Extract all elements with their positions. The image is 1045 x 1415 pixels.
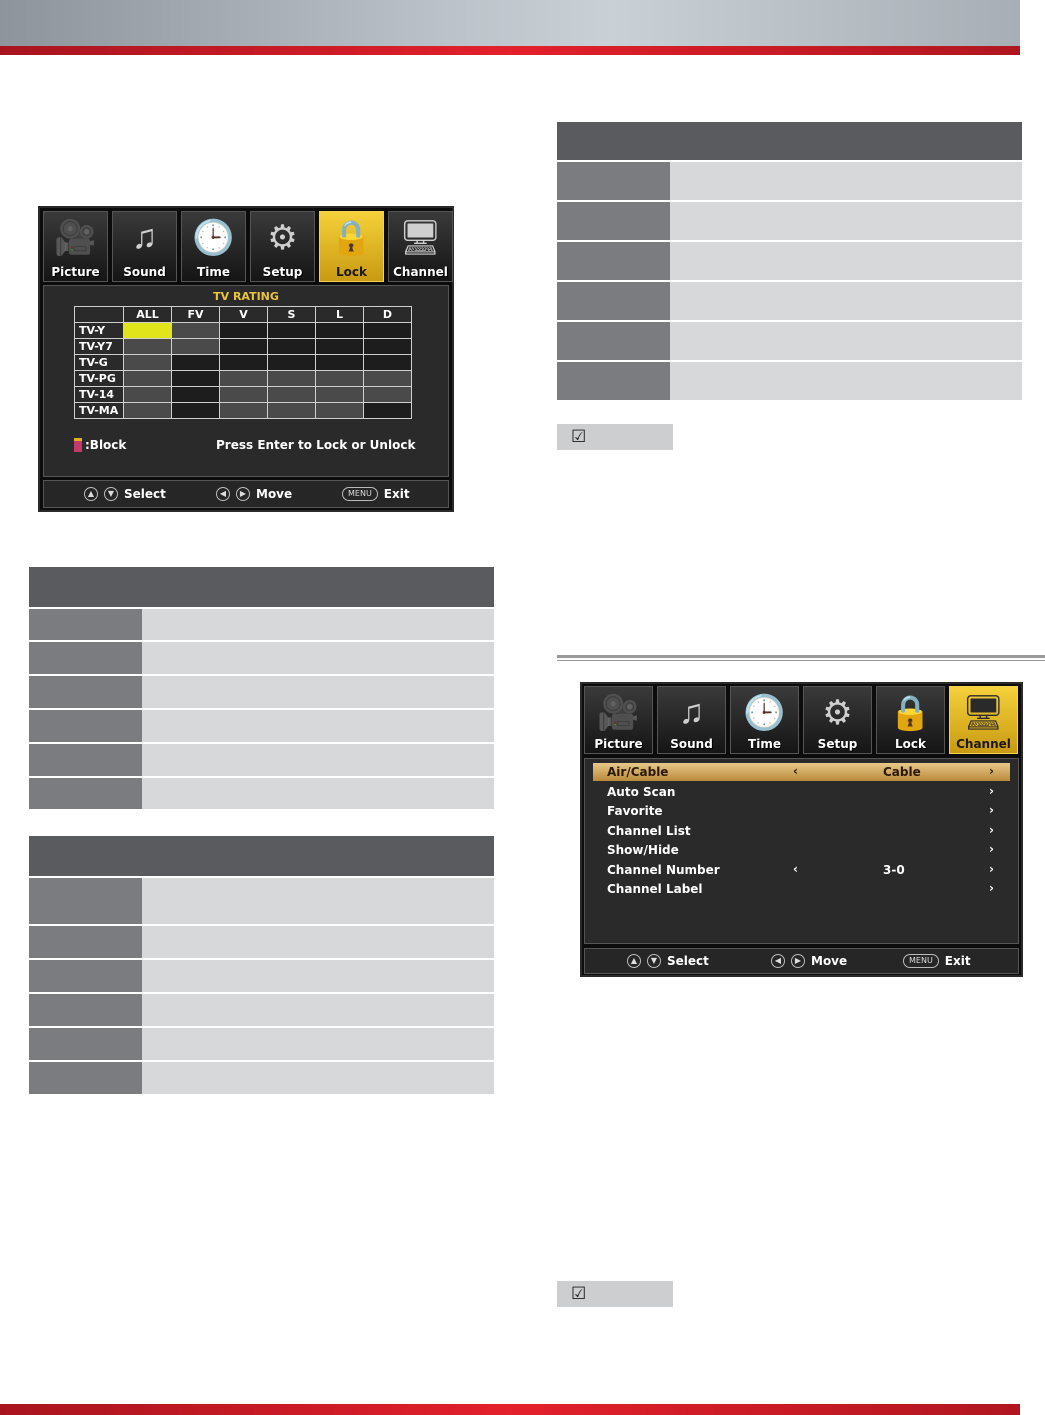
left-icon: ◀: [771, 954, 785, 968]
rating-cell[interactable]: [124, 387, 172, 403]
rating-cell[interactable]: [172, 339, 220, 355]
up-icon: ▲: [84, 487, 98, 501]
footer-move: [771, 954, 847, 968]
padlock-icon: 🔒: [889, 694, 932, 732]
table-row: [557, 320, 1022, 360]
menu-item-favorite[interactable]: [593, 802, 1010, 820]
rating-cell[interactable]: [364, 403, 412, 419]
table-row: [557, 160, 1022, 200]
rating-cell[interactable]: [124, 403, 172, 419]
rating-cell[interactable]: [172, 371, 220, 387]
rating-panel: [43, 285, 449, 477]
right-table: [557, 122, 1022, 400]
block-legend-text: :Block: [85, 438, 127, 452]
satellite-monitor-icon: 🖥: [961, 694, 1006, 732]
footer-select: [84, 487, 166, 501]
menu-tabs: [584, 686, 1018, 754]
menu-key-icon: MENU: [342, 487, 378, 501]
menu-item-label: Favorite: [607, 804, 663, 818]
rating-row-label: TV-Y7: [75, 339, 124, 355]
rating-cell[interactable]: [124, 339, 172, 355]
rating-grid: [74, 306, 412, 419]
left-icon: ◀: [216, 487, 230, 501]
footer-select-label: Select: [124, 487, 166, 501]
rating-cell[interactable]: [316, 371, 364, 387]
table-row: [29, 742, 494, 776]
rating-cell[interactable]: [268, 371, 316, 387]
chevron-right-icon[interactable]: ›: [989, 803, 994, 817]
rating-cell[interactable]: [268, 355, 316, 371]
rating-cell[interactable]: [124, 371, 172, 387]
rating-row-label: TV-Y: [75, 323, 124, 339]
tab-lock[interactable]: [319, 211, 384, 282]
menu-item-label: Show/Hide: [607, 843, 679, 857]
tab-label: Setup: [262, 265, 303, 279]
channel-list-panel: [584, 758, 1019, 944]
table-row: [29, 776, 494, 809]
table-row: [29, 876, 494, 924]
menu-item-show-hide[interactable]: [593, 841, 1010, 859]
rating-row-label: TV-PG: [75, 371, 124, 387]
rating-cell[interactable]: [364, 371, 412, 387]
table-row: [557, 200, 1022, 240]
footer-red-stripe: [0, 1404, 1020, 1415]
rating-row: [75, 339, 412, 355]
tab-label: Channel: [393, 265, 448, 279]
tab-lock[interactable]: [876, 686, 945, 754]
satellite-monitor-icon: 🖥: [398, 219, 443, 257]
chevron-right-icon[interactable]: ›: [989, 861, 994, 876]
tab-label: Sound: [670, 737, 713, 751]
tab-label: Picture: [51, 265, 100, 279]
lock-legend-icon: [74, 438, 82, 452]
menu-item-channel-number[interactable]: [593, 861, 1010, 879]
footer-exit-label: Exit: [944, 954, 971, 968]
rating-cell[interactable]: [220, 403, 268, 419]
tab-label: Picture: [594, 737, 643, 751]
grid-corner: [75, 307, 124, 323]
down-icon: ▼: [104, 487, 118, 501]
table-row: [29, 674, 494, 708]
footer-select-label: Select: [667, 954, 709, 968]
tab-label: Channel: [956, 737, 1011, 751]
rating-row: [75, 403, 412, 419]
padlock-icon: 🔒: [330, 219, 373, 257]
header-red-stripe: [0, 46, 1020, 55]
rating-cell[interactable]: [172, 355, 220, 371]
left-table-1: [29, 567, 494, 809]
channel-screen: [580, 682, 1023, 977]
gear-wrench-icon: ⚙: [267, 219, 298, 257]
rating-cell[interactable]: [268, 323, 316, 339]
menu-item-label: Channel Number: [607, 862, 720, 877]
rating-row-label: TV-MA: [75, 403, 124, 419]
rating-cell[interactable]: [316, 355, 364, 371]
camera-icon: 🎥: [597, 694, 640, 732]
header-band: [0, 0, 1020, 46]
tab-label: Lock: [895, 737, 926, 751]
menu-item-label: Channel Label: [607, 882, 703, 896]
section-rule-thin: [557, 660, 1045, 661]
tab-setup[interactable]: [250, 211, 315, 282]
tab-label: Sound: [123, 265, 166, 279]
camera-icon: 🎥: [54, 219, 97, 257]
rating-cell[interactable]: [268, 339, 316, 355]
rating-cell[interactable]: [220, 355, 268, 371]
table-row: [29, 640, 494, 674]
menu-key-icon: MENU: [903, 954, 939, 968]
rating-cell[interactable]: [124, 355, 172, 371]
tab-time[interactable]: [181, 211, 246, 282]
menu-tabs: [43, 211, 453, 282]
footer-move: [216, 487, 292, 501]
chevron-left-icon[interactable]: ‹: [793, 764, 798, 778]
rating-cell[interactable]: [364, 355, 412, 371]
rating-cell[interactable]: [364, 339, 412, 355]
left-table-2: [29, 836, 494, 1094]
table-header: [29, 836, 494, 876]
table-row: [29, 924, 494, 958]
rating-column-s: S: [268, 307, 316, 323]
rating-column-d: D: [364, 307, 412, 323]
section-rule: [557, 655, 1045, 658]
rating-cell[interactable]: [172, 403, 220, 419]
footer-move-label: Move: [256, 487, 293, 501]
rating-row-label: TV-14: [75, 387, 124, 403]
tab-picture[interactable]: [43, 211, 108, 282]
rating-cell[interactable]: [124, 323, 172, 339]
menu-item-label: Air/Cable: [607, 765, 669, 779]
footer-exit: [903, 954, 971, 968]
rating-column-all: ALL: [124, 307, 172, 323]
menu-item-label: Auto Scan: [607, 784, 676, 799]
footer-exit: [342, 487, 410, 501]
enter-hint: Press Enter to Lock or Unlock: [216, 438, 416, 452]
menu-item-auto-scan[interactable]: [593, 783, 1010, 801]
chevron-right-icon[interactable]: ›: [989, 822, 994, 837]
footer-exit-label: Exit: [383, 487, 410, 501]
chevron-right-icon[interactable]: ›: [989, 764, 994, 778]
up-icon: ▲: [627, 954, 641, 968]
rating-cell[interactable]: [364, 323, 412, 339]
tv-rating-screen: [38, 206, 454, 512]
rating-row-label: TV-G: [75, 355, 124, 371]
rating-cell[interactable]: [316, 323, 364, 339]
tab-channel[interactable]: [388, 211, 453, 282]
table-row: [29, 992, 494, 1026]
note-check-icon: ☑: [571, 427, 587, 446]
rating-cell[interactable]: [220, 323, 268, 339]
menu-item-value: 3-0: [883, 862, 905, 877]
rating-row: [75, 371, 412, 387]
down-icon: ▼: [647, 954, 661, 968]
block-legend: [74, 438, 126, 452]
footer-select: [627, 954, 709, 968]
rating-cell[interactable]: [172, 323, 220, 339]
rating-cell[interactable]: [316, 403, 364, 419]
rating-column-l: L: [316, 307, 364, 323]
menu-item-air-cable[interactable]: [593, 763, 1010, 781]
chevron-left-icon[interactable]: ‹: [793, 861, 798, 876]
table-row: [557, 360, 1022, 400]
tab-channel[interactable]: [949, 686, 1018, 754]
rating-cell[interactable]: [316, 387, 364, 403]
rating-title: TV RATING: [213, 290, 279, 303]
rating-cell[interactable]: [316, 339, 364, 355]
rating-row: [75, 387, 412, 403]
tab-label: Time: [748, 737, 781, 751]
tab-sound[interactable]: [657, 686, 726, 754]
tab-setup[interactable]: [803, 686, 872, 754]
table-row: [557, 280, 1022, 320]
speaker-note-icon: ♫: [678, 693, 705, 731]
rating-cell[interactable]: [172, 387, 220, 403]
rating-row: [75, 355, 412, 371]
rating-cell[interactable]: [220, 387, 268, 403]
table-row: [29, 607, 494, 640]
tab-time[interactable]: [730, 686, 799, 754]
rating-cell[interactable]: [268, 387, 316, 403]
rating-cell[interactable]: [268, 403, 316, 419]
gear-wrench-icon: ⚙: [822, 694, 853, 732]
note-badge: [557, 1281, 673, 1307]
table-header: [29, 567, 494, 607]
tab-label: Lock: [336, 265, 367, 279]
lock-footer: [43, 480, 449, 508]
menu-item-channel-label[interactable]: [593, 880, 1010, 898]
speaker-note-icon: ♫: [131, 218, 158, 256]
table-row: [29, 958, 494, 992]
clock-icon: 🕒: [743, 694, 786, 732]
chevron-right-icon[interactable]: ›: [989, 842, 994, 856]
footer-move-label: Move: [811, 954, 848, 968]
tab-sound[interactable]: [112, 211, 177, 282]
channel-footer: [584, 948, 1019, 974]
rating-cell[interactable]: [220, 339, 268, 355]
tab-label: Setup: [817, 737, 858, 751]
tab-label: Time: [197, 265, 230, 279]
menu-item-channel-list[interactable]: [593, 822, 1010, 840]
tab-picture[interactable]: [584, 686, 653, 754]
rating-row: [75, 323, 412, 339]
chevron-right-icon[interactable]: ›: [989, 783, 994, 798]
right-icon: ▶: [236, 487, 250, 501]
table-row: [29, 1060, 494, 1094]
rating-cell[interactable]: [364, 387, 412, 403]
table-row: [29, 708, 494, 742]
menu-item-value: Cable: [883, 765, 921, 779]
clock-icon: 🕒: [192, 219, 235, 257]
note-check-icon: ☑: [571, 1284, 587, 1303]
chevron-right-icon[interactable]: ›: [989, 881, 994, 895]
note-badge: [557, 424, 673, 450]
rating-column-fv: FV: [172, 307, 220, 323]
table-row: [29, 1026, 494, 1060]
table-header: [557, 122, 1022, 160]
right-icon: ▶: [791, 954, 805, 968]
table-row: [557, 240, 1022, 280]
rating-cell[interactable]: [220, 371, 268, 387]
rating-column-v: V: [220, 307, 268, 323]
menu-item-label: Channel List: [607, 823, 691, 838]
